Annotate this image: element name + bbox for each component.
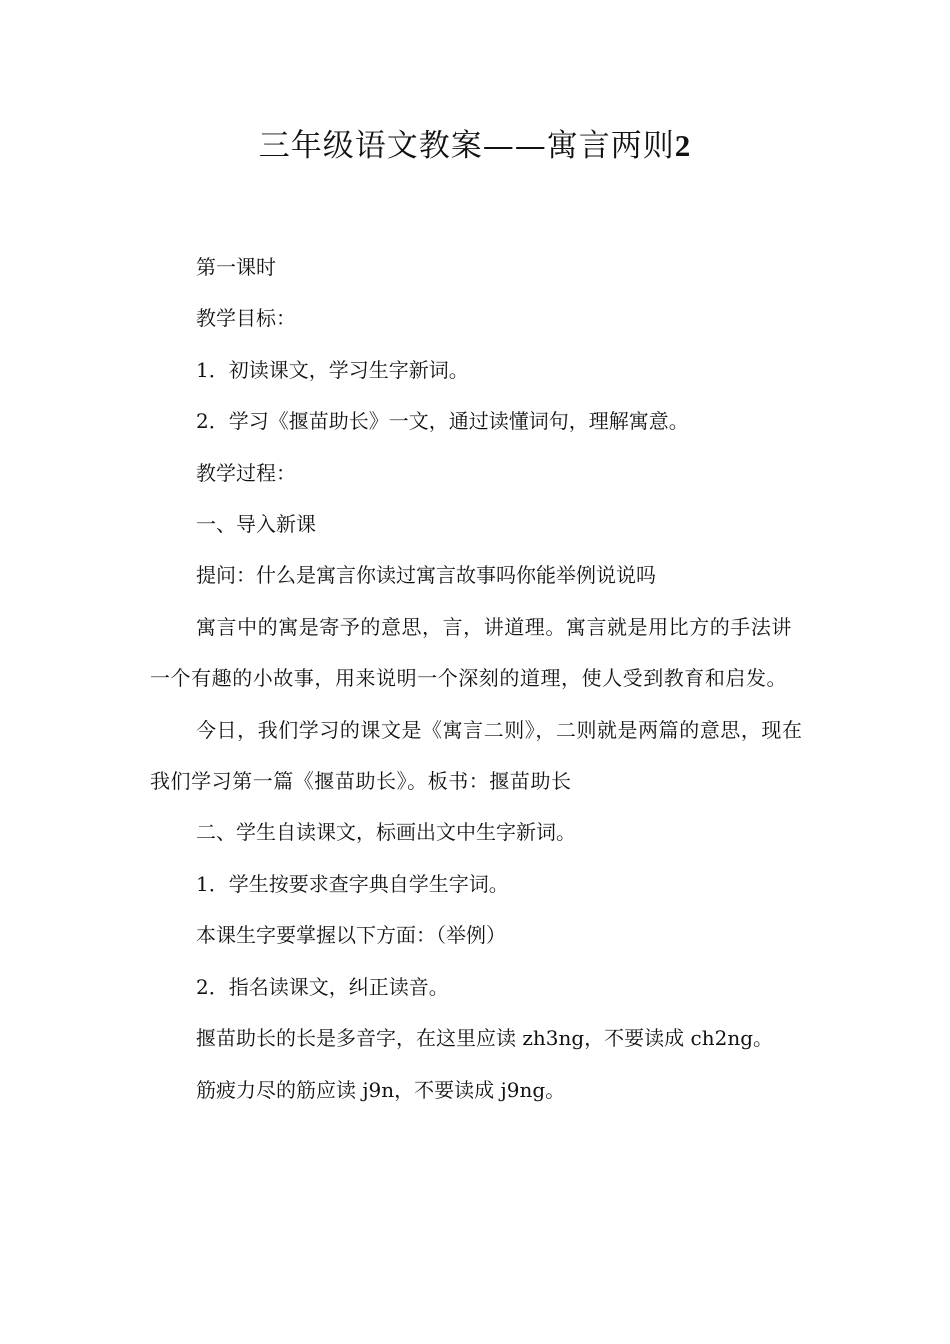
paragraph: 二、学生自读课文，标画出文中生字新词。 — [196, 820, 576, 845]
paragraph: 第一课时 — [196, 255, 276, 279]
paragraph: 1．初读课文，学习生字新词。 — [196, 357, 469, 382]
paragraph: 今日，我们学习的课文是《寓言二则》，二则就是两篇的意思，现在我们学习第一篇《揠苗助长》。板书：揠苗助长 — [150, 717, 803, 794]
paragraph: 教学目标： — [196, 306, 296, 331]
paragraph: 2．指名读课文，纠正读音。 — [196, 974, 449, 999]
paragraph: 揠苗助长的长是多音字，在这里应读 zh3ng，不要读成 ch2ng。 — [196, 1026, 774, 1051]
paragraph: 教学过程： — [196, 460, 296, 485]
title-main: 三年级语文教案——寓言两则 — [258, 128, 675, 164]
paragraph: 寓言中的寓是寄予的意思，言，讲道理。寓言就是用比方的手法讲一个有趣的小故事，用来说明一个深刻的道理，使人受到教育和启发。 — [150, 614, 792, 691]
paragraph: 1．学生按要求查字典自学生字词。 — [196, 871, 509, 896]
paragraph: 提问：什么是寓言你读过寓言故事吗你能举例说说吗 — [196, 563, 656, 588]
document-body — [150, 242, 810, 1116]
paragraph: 本课生字要掌握以下方面：（举例） — [196, 923, 506, 948]
paragraph: 一、导入新课 — [196, 512, 316, 537]
title-number: 2 — [674, 128, 692, 163]
paragraph: 2．学习《揠苗助长》一文，通过读懂词句，理解寓意。 — [196, 409, 689, 434]
paragraph: 筋疲力尽的筋应读 j9n，不要读成 j9ng。 — [196, 1077, 566, 1102]
document-title — [0, 124, 950, 168]
